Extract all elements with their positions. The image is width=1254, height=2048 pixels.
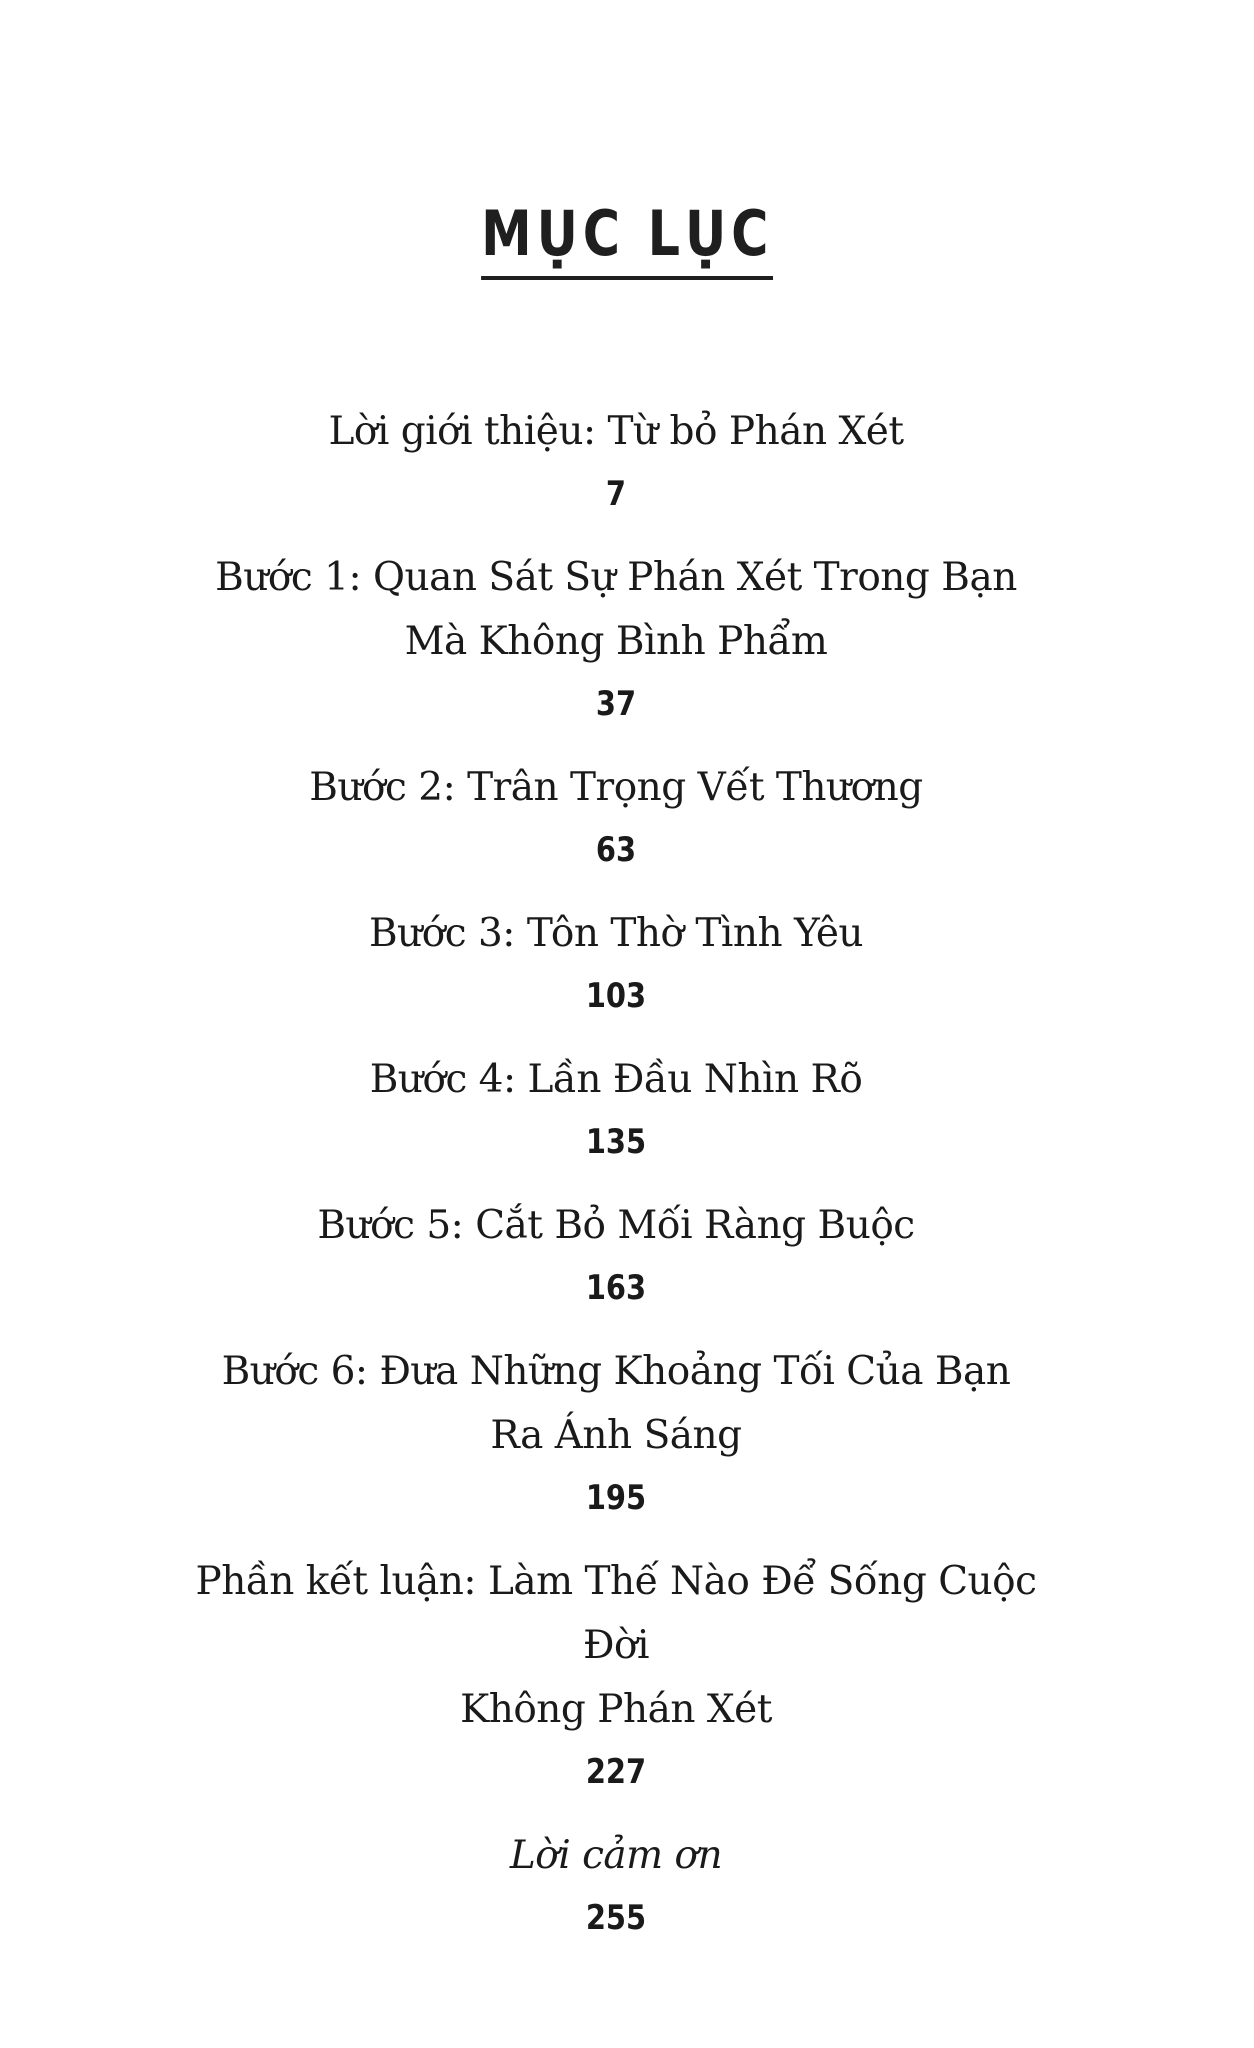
toc-entry: [166, 902, 1066, 1026]
toc-entry: [166, 1048, 1066, 1172]
toc-entry-title: Bước 4: Lần Đầu Nhìn Rõ: [369, 1057, 863, 1102]
toc-entry: [166, 1550, 1066, 1802]
toc-entry-page: 37: [595, 684, 637, 724]
toc-entry-page: 135: [585, 1122, 647, 1162]
toc-entry: [166, 400, 1066, 524]
toc-entry-title: Lời giới thiệu: Từ bỏ Phán Xét: [328, 409, 904, 454]
toc-entry: [166, 1340, 1066, 1528]
toc-entry-page: 163: [585, 1268, 647, 1308]
toc-entry: [166, 1824, 1066, 1948]
toc-entry-title-line2: Mà Không Bình Phẩm: [404, 619, 828, 664]
toc-entry-title: Bước 6: Đưa Những Khoảng Tối Của Bạn: [221, 1349, 1011, 1394]
toc-entry-title-line2: Ra Ánh Sáng: [490, 1413, 742, 1458]
toc-entry: [166, 1194, 1066, 1318]
toc-entry-page: 255: [585, 1898, 647, 1938]
toc-entry-title: Bước 1: Quan Sát Sự Phán Xét Trong Bạn: [215, 555, 1017, 600]
toc-entry-page: 227: [585, 1752, 647, 1792]
toc-entry-title: Bước 3: Tôn Thờ Tình Yêu: [368, 911, 864, 956]
page-title: MỤC LỤC: [481, 200, 773, 280]
toc-entry-title: Lời cảm ơn: [509, 1833, 723, 1878]
toc-entry: [166, 756, 1066, 880]
toc-entry-title-line2: Không Phán Xét: [460, 1687, 772, 1732]
toc-entry: [166, 546, 1066, 734]
toc-entry-title: Bước 2: Trân Trọng Vết Thương: [309, 765, 923, 810]
toc-list: [0, 400, 1254, 1948]
toc-entry-title: Bước 5: Cắt Bỏ Mối Ràng Buộc: [317, 1203, 915, 1248]
toc-entry-page: 63: [595, 830, 637, 870]
toc-entry-title: Phần kết luận: Làm Thế Nào Để Sống Cuộc Đời: [195, 1559, 1037, 1668]
title-container: [0, 197, 1254, 280]
toc-entry-page: 103: [585, 976, 647, 1016]
toc-entry-page: 195: [585, 1478, 647, 1518]
toc-entry-page: 7: [605, 474, 627, 514]
